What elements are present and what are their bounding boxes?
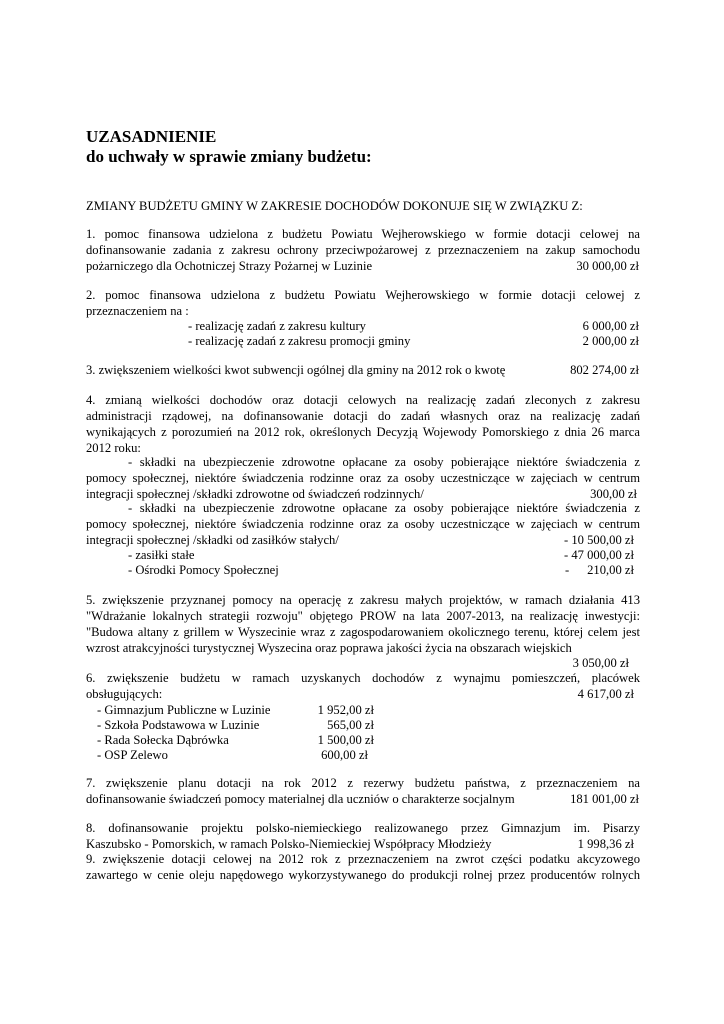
item6-row-label: - Rada Sołecka Dąbrówka <box>97 733 229 747</box>
item1-line2: dofinansowanie zadania z zakresu ochrony przeciwpożarowej z przeznaczeniem na zakup samochodu <box>86 243 640 257</box>
item3-text: 3. zwiększeniem wielkości kwot subwencji ogólnej dla gminy na 2012 rok o kwotę <box>86 363 506 377</box>
item2-sub1-amount: 6 000,00 zł <box>582 319 639 333</box>
item4-c-amount: - 47 000,00 zł <box>564 548 634 562</box>
item1-line1: 1. pomoc finansowa udzielona z budżetu Powiatu Wejherowskiego w formie dotacji celowej na <box>86 227 640 241</box>
item1-amount: 30 000,00 zł <box>576 259 639 273</box>
document-subtitle: do uchwały w sprawie zmiany budżetu: <box>86 147 372 166</box>
item4-a-line1: - składki na ubezpieczenie zdrowotne opłacane za osoby pobierające niektóre świadczenia z <box>128 455 640 469</box>
item8-line2: Kaszubsko - Pomorskich, w ramach Polsko-Niemieckiej Współpracy Młodzieży <box>86 837 492 851</box>
item7-amount: 181 001,00 zł <box>570 792 639 806</box>
item4-c-label: - zasiłki stałe <box>128 548 195 562</box>
item8-amount: 1 998,36 zł <box>577 837 634 851</box>
item2-line1: 2. pomoc finansowa udzielona z budżetu Powiatu Wejherowskiego w formie dotacji celowej z <box>86 288 640 302</box>
item4-line1: 4. zmianą wielkości dochodów oraz dotacji celowych na realizację zadań zleconych z zakresu <box>86 393 640 407</box>
item4-line3: wynikających z porozumień na 2012 rok, określonych Decyzją Wojewody Pomorskiego z dnia 26 marca <box>86 425 640 439</box>
intro-heading: ZMIANY BUDŻETU GMINY W ZAKRESIE DOCHODÓW DOKONUJE SIĘ W ZWIĄZKU Z: <box>86 199 583 213</box>
item6-row-amount: 1 500,00 zł <box>317 733 374 747</box>
item5-line2: "Wdrażanie lokalnych strategii rozwoju" objętego PROW na lata 2007-2013, na realizację inwestycji: <box>86 609 640 623</box>
item4-d-amount: 210,00 zł <box>587 563 634 577</box>
item4-a-line3: integracji społecznej /składki zdrowotne od świadczeń rodzinnych/ <box>86 487 424 501</box>
item5-line3: "Budowa altany z grillem w Wyszecinie wraz z zagospodarowaniem okolicznego terenu, której celem jest <box>86 625 640 639</box>
item5-amount: 3 050,00 zł <box>572 656 629 670</box>
item6-line2: obsługujących: <box>86 687 163 701</box>
item1-line3: pożarniczego dla Ochotniczej Strazy Pożarnej w Luzinie <box>86 259 373 273</box>
item6-row-label: - Gimnazjum Publiczne w Luzinie <box>97 703 271 717</box>
item9-line2: zawartego w cenie oleju napędowego wykorzystywanego do produkcji rolnej przez producentów rolnych <box>86 868 640 882</box>
item2-sub2-amount: 2 000,00 zł <box>582 334 639 348</box>
item2-sub1: - realizację zadań z zakresu kultury <box>188 319 366 333</box>
item6-amount: 4 617,00 zł <box>577 687 634 701</box>
item4-b-line2: pomocy społecznej, niektóre świadczenia rodzinne oraz za osoby uczestniczące w zajęciach w centrum <box>86 517 640 531</box>
item4-line2: administracji rządowej, na dofinansowanie dotacji do zadań własnych oraz na realizację zadań <box>86 409 640 423</box>
item8-line1: 8. dofinansowanie projektu polsko-niemieckiego realizowanego przez Gimnazjum im. Pisarzy <box>86 821 640 835</box>
item6-row-amount: 565,00 zł <box>327 718 374 732</box>
item6-row-label: - Szkoła Podstawowa w Luzinie <box>97 718 260 732</box>
item3-amount: 802 274,00 zł <box>570 363 639 377</box>
item4-b-line3: integracji społecznej /składki od zasiłków stałych/ <box>86 533 339 547</box>
item4-d-label: - Ośrodki Pomocy Społecznej <box>128 563 279 577</box>
item4-d-dash: - <box>565 563 570 577</box>
item4-a-line2: pomocy społecznej, niektóre świadczenia rodzinne oraz za osoby uczestniczące w zajęciach w centrum <box>86 471 640 485</box>
document-title: UZASADNIENIE <box>86 127 217 146</box>
item6-row-amount: 1 952,00 zł <box>317 703 374 717</box>
item6-row-label: - OSP Zelewo <box>97 748 168 762</box>
item5-line4: wzrost atrakcyjności turystycznej Wyszecina oraz poprawa jakości życia na obszarach wiejskich <box>86 641 572 655</box>
item2-sub2: - realizację zadań z zakresu promocji gminy <box>188 334 411 348</box>
item7-line1: 7. zwiększenie planu dotacji na rok 2012 z rezerwy budżetu państwa, z przeznaczeniem na <box>86 776 640 790</box>
item2-line2: przeznaczeniem na : <box>86 304 189 318</box>
item5-line1: 5. zwiększenie przyznanej pomocy na operację z zakresu małych projektów, w ramach działania 413 <box>86 593 640 607</box>
item4-b-amount: - 10 500,00 zł <box>564 533 634 547</box>
item4-a-amount: 300,00 zł <box>590 487 637 501</box>
item4-line4: 2012 roku: <box>86 441 141 455</box>
item4-b-line1: - składki na ubezpieczenie zdrowotne opłacane za osoby pobierające niektóre świadczenia z <box>128 501 640 515</box>
item9-line1: 9. zwiększenie dotacji celowej na 2012 rok z przeznaczeniem na zwrot części podatku akcyzowego <box>86 852 640 866</box>
item6-row-amount: 600,00 zł <box>321 748 368 762</box>
item7-line2: dofinansowanie świadczeń pomocy materialnej dla uczniów o charakterze socjalnym <box>86 792 515 806</box>
item6-line1: 6. zwiększenie budżetu w ramach uzyskanych dochodów z wynajmu pomieszczeń, placówek <box>86 671 640 685</box>
